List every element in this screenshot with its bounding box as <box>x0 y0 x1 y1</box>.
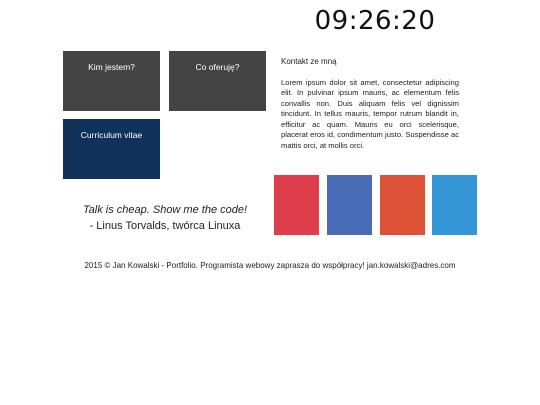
quote-author: - Linus Torvalds, twórca Linuxa <box>89 220 241 232</box>
social-tile-red[interactable] <box>274 175 319 235</box>
contact-section <box>281 57 459 151</box>
tile-curriculum-vitae-label: Curriculum vitae <box>80 130 143 140</box>
clock: 09:26:20 <box>314 6 436 36</box>
tile-about-me-label: Kim jestem? <box>88 62 135 72</box>
contact-title: Kontakt ze mną <box>281 57 337 66</box>
tile-about-me[interactable] <box>63 51 160 111</box>
contact-text: Lorem ipsum dolor sit amet, consectetur adipiscing elit. In pulvinar ipsum mauris, ac elementum felis convallis non. Duis aliquam felis vel dignissim tincidunt. In tellus mauris, tempor rutrum blandit in, efficitur ac quam. Mauris eu orci scelerisque, placerat eros id, condimentum justo. Suspendisse ac mattis orci, at mollis orci. <box>281 77 459 150</box>
social-tile-light-blue[interactable] <box>432 175 477 235</box>
quote <box>60 202 270 234</box>
footer: 2015 © Jan Kowalski - Portfolio. Programista webowy zaprasza do współpracy! jan.kowalski@adres.com <box>84 261 456 270</box>
tile-curriculum-vitae[interactable] <box>63 119 160 179</box>
social-tile-orange[interactable] <box>380 175 425 235</box>
quote-text: Talk is cheap. Show me the code! <box>82 204 248 216</box>
social-tile-blue[interactable] <box>327 175 372 235</box>
tile-offer-label: Co oferuję? <box>195 62 240 72</box>
tile-offer[interactable] <box>169 51 266 111</box>
